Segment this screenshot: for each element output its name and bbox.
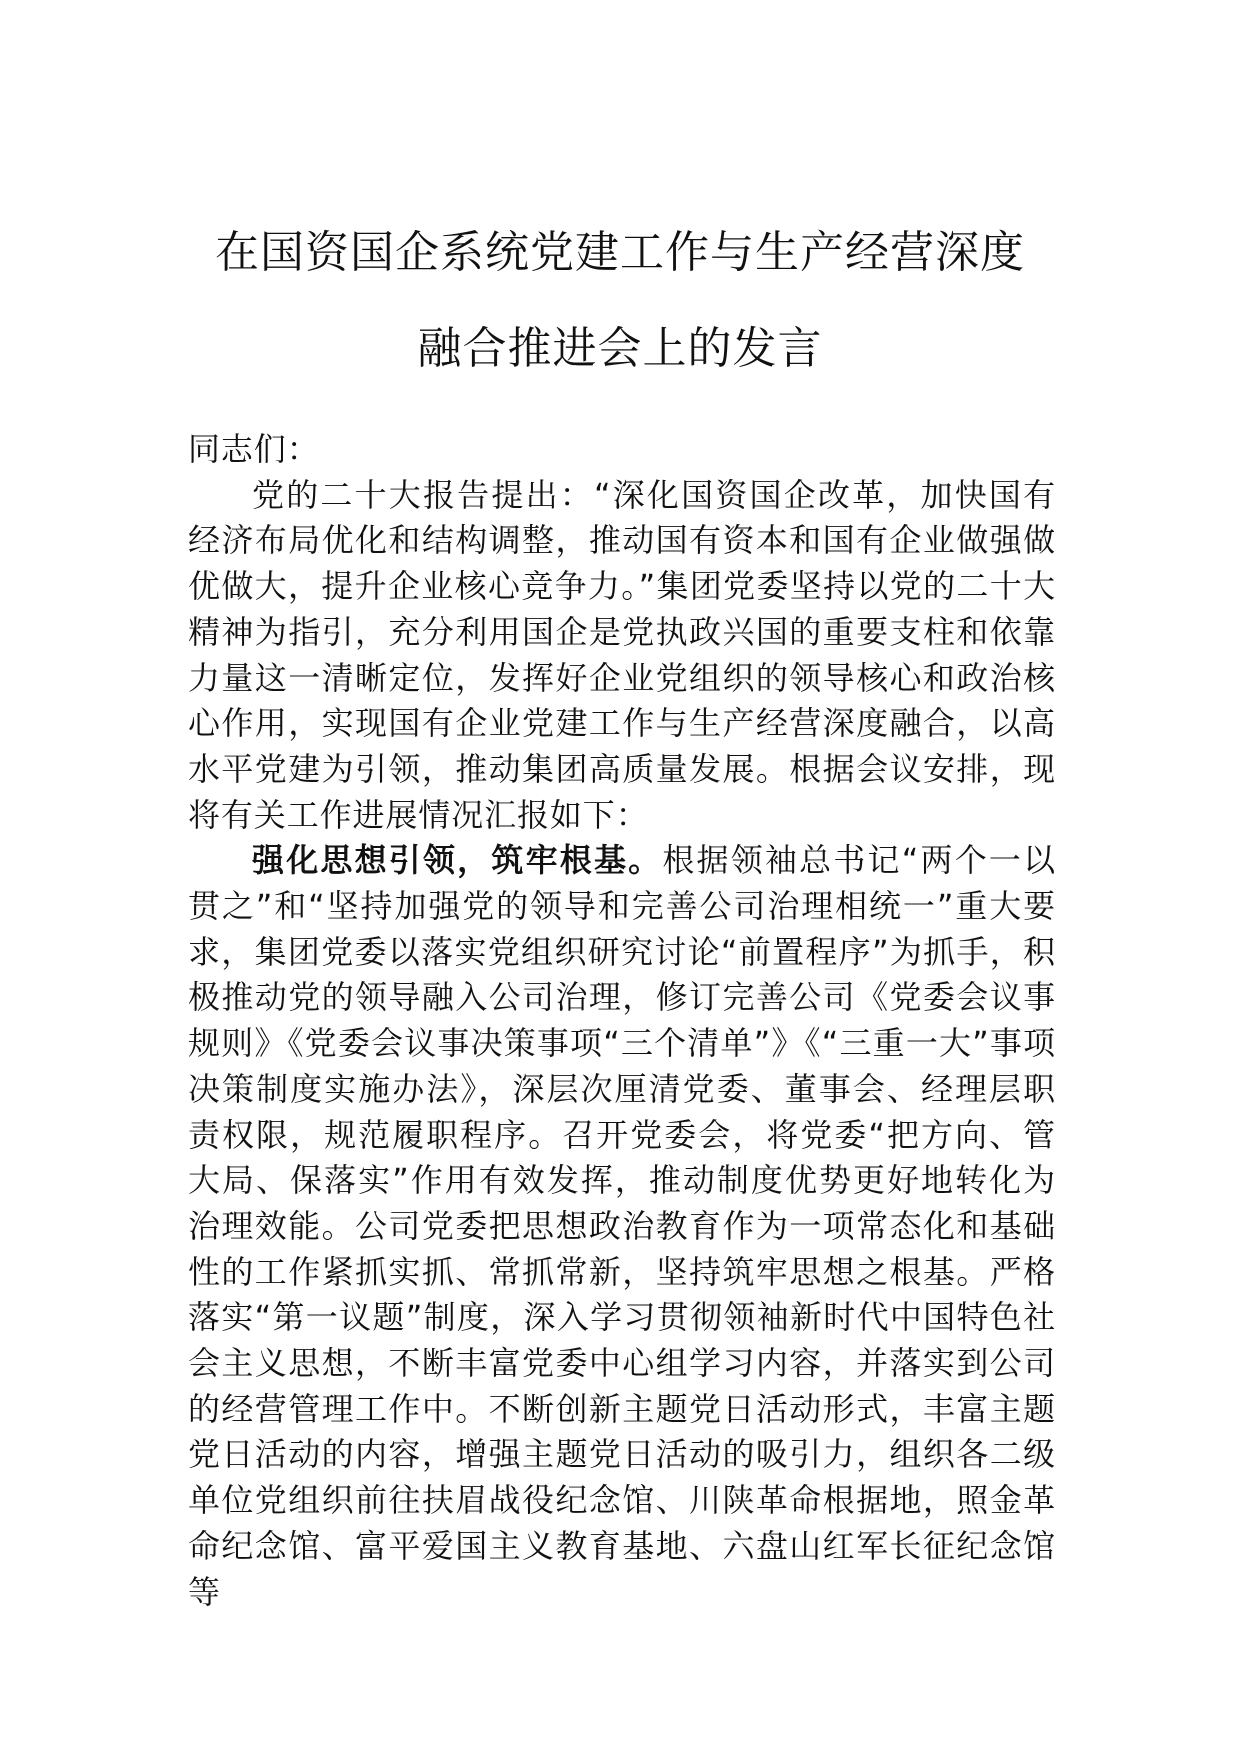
- section-1-heading: 强化思想引领，筑牢根基。: [252, 841, 663, 880]
- section-1-text: 根据领袖总书记“两个一以贯之”和“坚持加强党的领导和完善公司治理相统一”重大要求，集团党委以落实党组织研究讨论“前置程序”为抓手，积极推动党的领导融入公司治理，修订完善公司《党委会议事规则》《党委会议事决策事项“三个清单”》《“三重一大”事项决策制度实施办法》，深层次厘清党委、董事会、经理层职责权限，规范履职程序。召开党委会，将党委“把方向、管大局、保落实”作用有效发挥，推动制度优势更好地转化为治理效能。公司党委把思想政治教育作为一项常态化和基础性的工作紧抓实抓、常抓常新，坚持筑牢思想之根基。严格落实“第一议题”制度，深入学习贯彻领袖新时代中国特色社会主义思想，不断丰富党委中心组学习内容，并落实到公司的经营管理工作中。不断创新主题党日活动形式，丰富主题党日活动的内容，增强主题党日活动的吸引力，组织各二级单位党组织前往扶眉战役纪念馆、川陕革命根据地，照金革命纪念馆、富平爱国主义教育基地、六盘山红军长征纪念馆等: [188, 841, 1056, 1611]
- document-body: [188, 427, 1056, 1615]
- paragraph-intro: 党的二十大报告提出：“深化国资国企改革，加快国有经济布局优化和结构调整，推动国有资本和国有企业做强做优做大，提升企业核心竞争力。”集团党委坚持以党的二十大精神为指引，充分利用国企是党执政兴国的重要支柱和依靠力量这一清晰定位，发挥好企业党组织的领导核心和政治核心作用，实现国有企业党建工作与生产经营深度融合，以高水平党建为引领，推动集团高质量发展。根据会议安排，现将有关工作进展情况汇报如下：: [188, 475, 1056, 834]
- salutation: 同志们：: [188, 430, 320, 468]
- document-title: [150, 205, 1090, 397]
- paragraph-section-1: [188, 838, 1056, 1615]
- title-line-1: 在国资国企系统党建工作与生产经营深度: [215, 227, 1025, 278]
- title-line-2: 融合推进会上的发言: [417, 323, 823, 374]
